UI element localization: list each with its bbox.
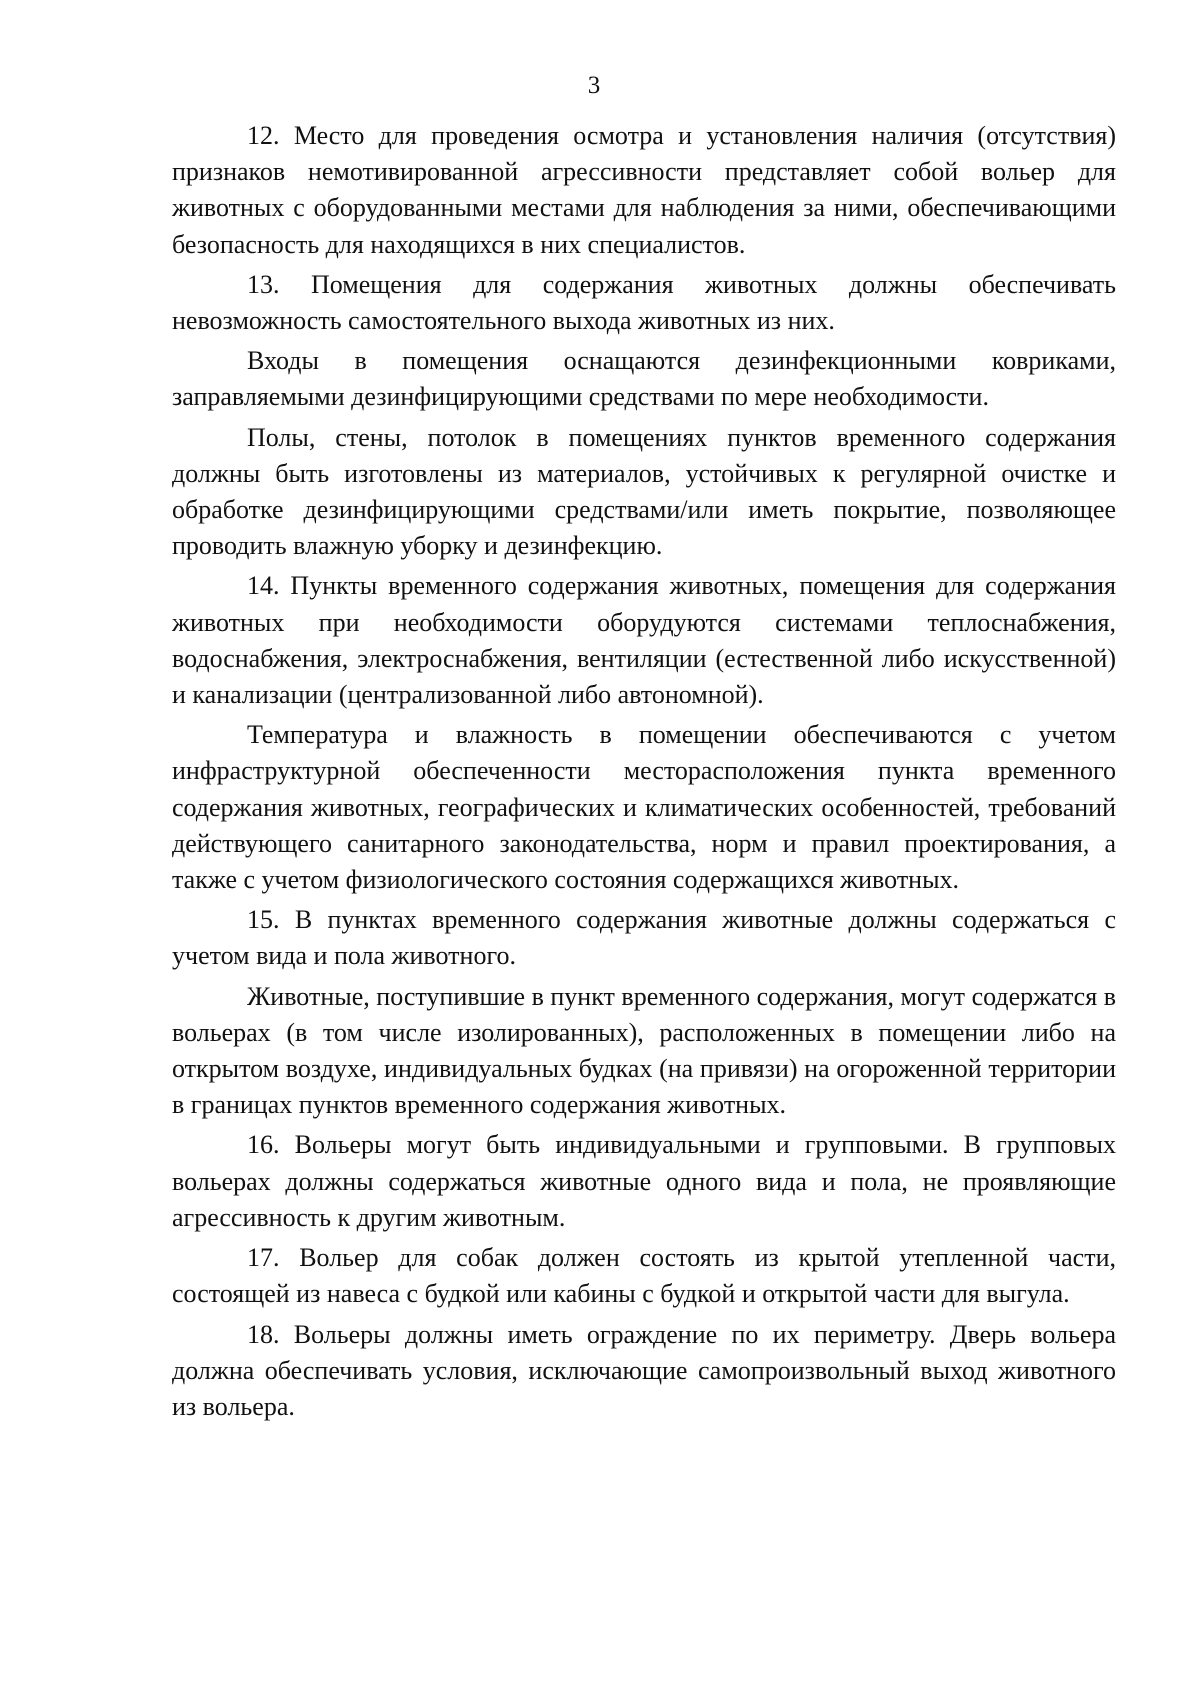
paragraph-item-18: 18. Вольеры должны иметь ограждение по их периметру. Дверь вольера должна обеспечивать условия, исключающие самопроизвольный выход животного из вольера. <box>172 1319 1116 1421</box>
paragraph-temperature: Температура и влажность в помещении обеспечиваются с учетом инфраструктурной обеспеченности месторасположения пункта временного содержания животных, географических и климатических особенностей, требований действующего санитарного законодательства, норм и правил проектирования, а также с учетом физиологического состояния содержащихся животных. <box>172 720 1116 895</box>
page-number: 3 <box>587 72 601 99</box>
paragraph-item-16: 16. Вольеры могут быть индивидуальными и групповыми. В групповых вольерах должны содержаться животные одного вида и пола, не проявляющие агрессивность к другим животным. <box>172 1130 1116 1232</box>
paragraph-item-17: 17. Вольер для собак должен состоять из крытой утепленной части, состоящей из навеса с будкой или кабины с будкой и открытой части для выгула. <box>172 1243 1116 1309</box>
document-body <box>172 118 1116 1429</box>
paragraph-animals-housing: Животные, поступившие в пункт временного содержания, могут содержатся в вольерах (в том числе изолированных), расположенных в помещении либо на открытом воздухе, индивидуальных будках (на привязи) на огороженной территории в границах пунктов временного содержания животных. <box>172 981 1116 1120</box>
paragraph-floors-walls: Полы, стены, потолок в помещениях пунктов временного содержания должны быть изготовлены из материалов, устойчивых к регулярной очистке и обработке дезинфицирующими средствами/или иметь покрытие, позволяющее проводить влажную уборку и дезинфекцию. <box>172 422 1116 561</box>
paragraph-item-13: 13. Помещения для содержания животных должны обеспечивать невозможность самостоятельного выхода животных из них. <box>172 269 1116 336</box>
paragraph-item-14: 14. Пункты временного содержания животных, помещения для содержания животных при необходимости оборудуются системами теплоснабжения, водоснабжения, электроснабжения, вентиляции (естественной либо искусственной) и канализации (централизованной либо автономной). <box>172 571 1116 710</box>
paragraph-item-15: 15. В пунктах временного содержания животные должны содержаться с учетом вида и пола животного. <box>172 905 1116 971</box>
paragraph-entrances: Входы в помещения оснащаются дезинфекционными ковриками, заправляемыми дезинфицирующими средствами по мере необходимости. <box>172 346 1116 412</box>
paragraph-item-12: 12. Место для проведения осмотра и установления наличия (отсутствия) признаков немотивированной агрессивности представляет собой вольер для животных с оборудованными местами для наблюдения за ними, обеспечивающими безопасность для находящихся в них специалистов. <box>172 121 1116 259</box>
